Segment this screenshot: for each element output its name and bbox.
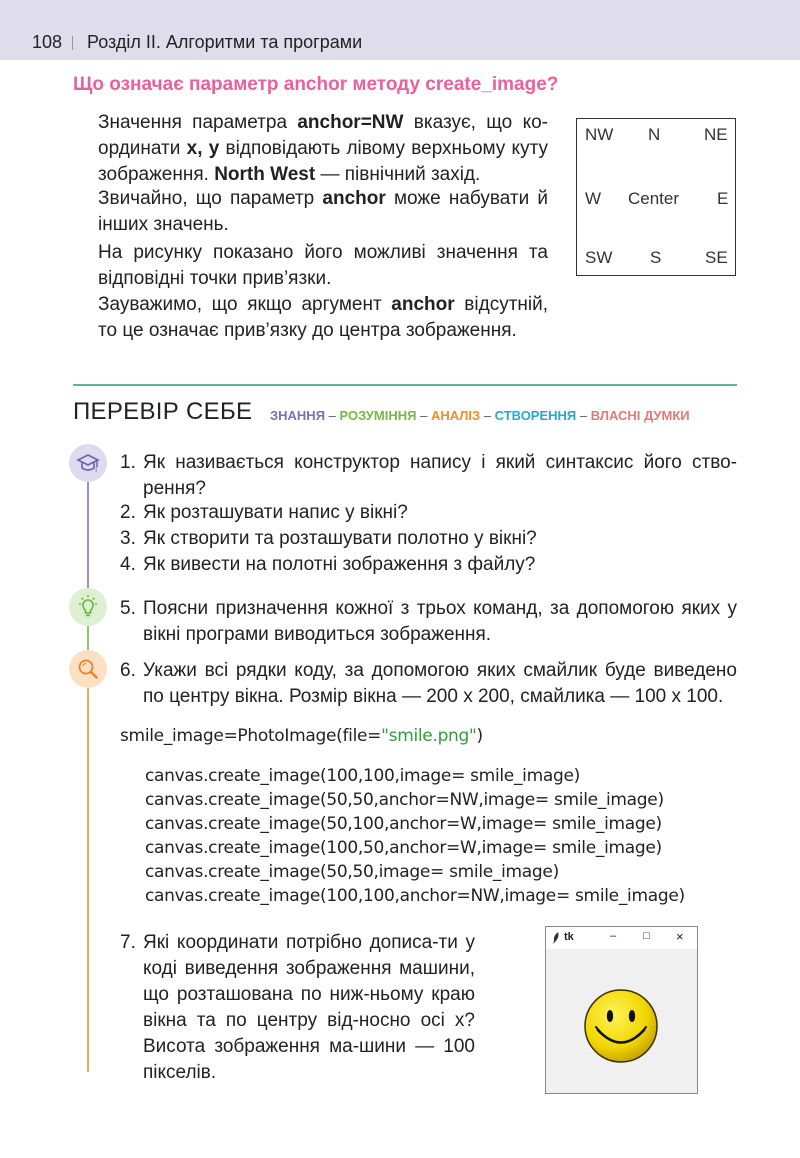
feather-icon: [552, 932, 560, 944]
code-string-literal: "smile.png": [381, 726, 477, 746]
svg-text:i: i: [95, 465, 98, 474]
lightbulb-icon: [69, 588, 107, 626]
anchor-values-diagram: [576, 118, 736, 276]
code-line-3: canvas.create_image(50,100,anchor=W,image= smile_image): [145, 814, 662, 834]
chapter-title: Розділ ІІ. Алгоритми та програми: [87, 32, 363, 52]
understanding-line: [87, 624, 89, 650]
graduation-cap-icon: [69, 444, 107, 482]
anchor-w: W: [585, 189, 602, 208]
anchor-paragraph-4: Зауважимо, що якщо аргумент anchor відсутній, то це означає прив’язку до центра зображення.: [98, 294, 548, 341]
check-yourself-title: ПЕРЕВІР СЕБЕ: [73, 398, 253, 425]
code-line-5: canvas.create_image(50,50,image= smile_image): [145, 862, 559, 882]
level-understanding: РОЗУМІННЯ: [339, 408, 417, 423]
level-own-thoughts: ВЛАСНІ ДУМКИ: [590, 408, 690, 423]
tk-window-screenshot: [545, 926, 698, 1094]
tk-maximize-button[interactable]: □: [643, 930, 650, 942]
anchor-paragraph-3: На рисунку показано його можливі значення та відповідні точки прив’язки.: [98, 242, 548, 289]
knowledge-line: [87, 480, 89, 588]
anchor-se: SE: [705, 248, 728, 267]
question-3: 3. Як створити та розташувати полотно у вікні?: [120, 528, 537, 549]
analysis-line: [87, 688, 89, 1072]
level-analysis: АНАЛІЗ: [430, 408, 481, 423]
anchor-n: N: [648, 125, 661, 144]
anchor-center: Center: [628, 189, 680, 208]
anchor-paragraph-2: Звичайно, що параметр anchor може набувати й інших значень.: [98, 188, 548, 235]
anchor-e: E: [717, 189, 729, 208]
code-line-4: canvas.create_image(100,50,anchor=W,image= smile_image): [145, 838, 662, 858]
tk-window-title: tk: [564, 931, 574, 943]
difficulty-levels: ЗНАННЯ – РОЗУМІННЯ – АНАЛІЗ – СТВОРЕННЯ – ВЛАСНІ ДУМКИ: [270, 408, 690, 423]
question-4: 4. Як вивести на полотні зображення з файлу?: [120, 554, 536, 575]
anchor-paragraph-1: Значення параметра anchor=NW вказує, що ко-ординати x, y відповідають лівому верхньому куту зображення. North West — північний захід.: [98, 112, 548, 185]
question-6: 6. Укажи всі рядки коду, за допомогою яких смайлик буде виведено по центру вікна. Розмір вікна — 200 х 200, смайлика — 100 х 100.: [120, 660, 737, 707]
anchor-sw: SW: [585, 248, 613, 267]
question-7: 7. Які координати потрібно дописа-ти у коді виведення зображення машини, що розташована по ниж-ньому краю вікна та по центру від-носно осі х? Висота зображення ма-шини — 100 пікселів.: [120, 932, 475, 1083]
tk-title-bar: [546, 927, 697, 949]
magnifier-icon: [69, 650, 107, 688]
code-photoimage-line: smile_image=PhotoImage(file="smile.png"): [120, 726, 483, 746]
anchor-ne: NE: [704, 125, 728, 144]
code-line-6: canvas.create_image(100,100,anchor=NW,image= smile_image): [145, 886, 685, 906]
anchor-s: S: [650, 248, 662, 267]
level-knowledge: ЗНАННЯ: [270, 408, 326, 423]
page-number: 108: [32, 32, 63, 52]
code-line-1: canvas.create_image(100,100,image= smile_image): [145, 766, 580, 786]
question-5: 5. Поясни призначення кожної з трьох команд, за допомогою яких у вікні програми виводиться зображення.: [120, 598, 737, 645]
tk-close-button[interactable]: ×: [676, 929, 684, 944]
page-header: [0, 0, 800, 60]
level-creation: СТВОРЕННЯ: [494, 408, 577, 423]
header-separator: [72, 36, 73, 50]
question-2: 2. Як розташувати напис у вікні?: [120, 502, 408, 523]
anchor-section-title: Що означає параметр anchor методу create_image?: [73, 74, 559, 95]
question-1: 1. Як називається конструктор напису і який синтаксис його ство-рення?: [120, 452, 737, 499]
tk-minimize-button[interactable]: –: [610, 930, 617, 942]
smiley-face-icon: [582, 987, 660, 1065]
anchor-nw: NW: [585, 125, 614, 144]
code-line-2: canvas.create_image(50,50,anchor=NW,image= smile_image): [145, 790, 664, 810]
section-divider: [73, 384, 737, 386]
